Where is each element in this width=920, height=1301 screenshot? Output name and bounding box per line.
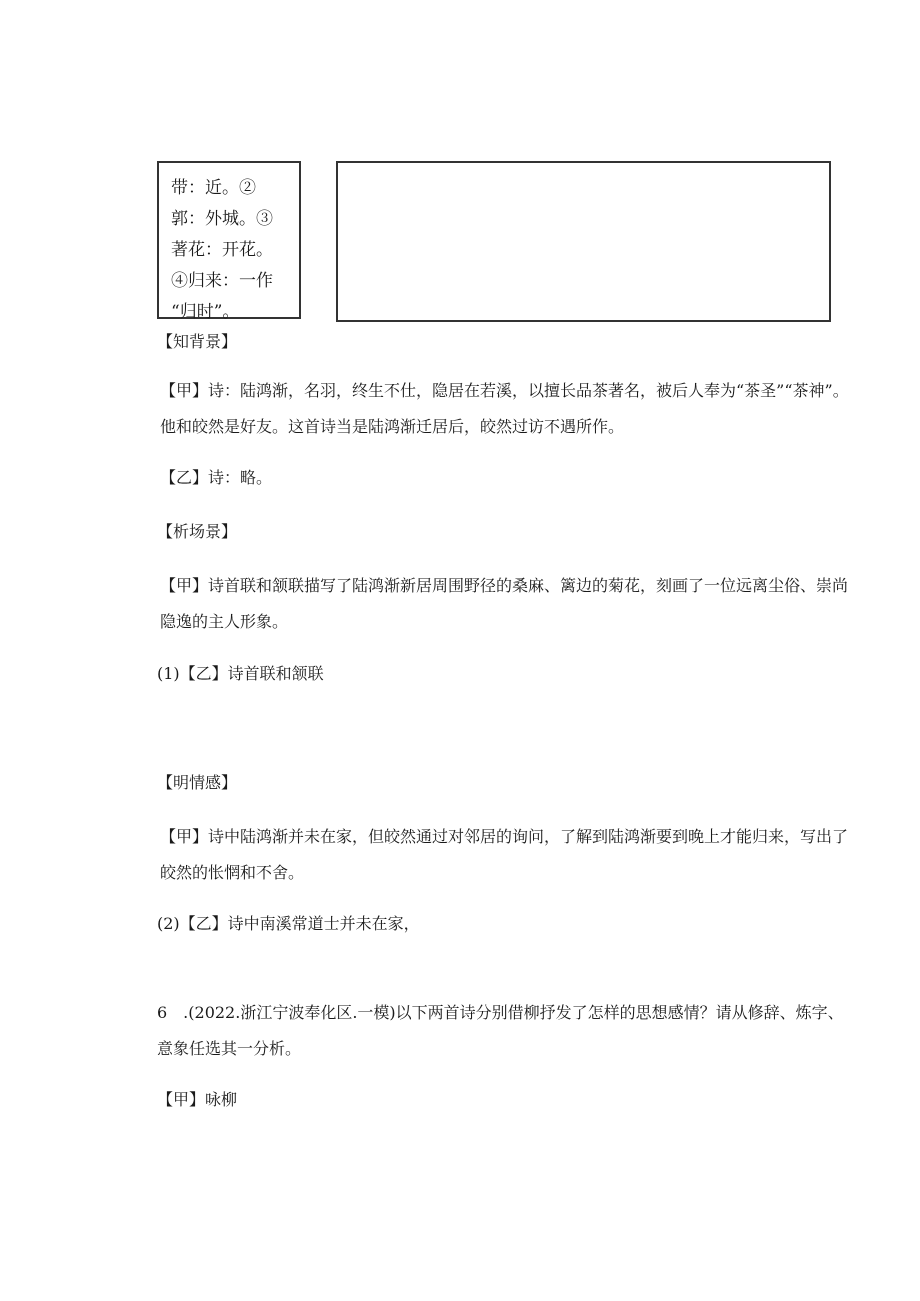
question-1: (1)【乙】诗首联和颔联 [157,664,324,683]
empty-answer-box [336,161,831,322]
note-line: “归时”。 [171,302,240,322]
yi-background-paragraph: 【乙】诗：略。 [160,468,273,487]
jia-poem-title: 【甲】咏柳 [157,1090,238,1109]
section-heading-analyze-scene: 【析场景】 [157,522,238,541]
annotation-notes-box [157,161,301,322]
jia-scene-paragraph: 【甲】诗首联和颔联描写了陆鸿渐新居周围野径的桑麻、篱边的菊花，刻画了一位远离尘俗、崇尚隐逸的主人形象。 [160,576,849,631]
note-line: ④归来：一作 [171,271,273,291]
section-heading-know-background: 【知背景】 [157,332,238,351]
section-heading-clarify-emotion: 【明情感】 [157,773,238,792]
note-line: 著花：开花。 [171,240,273,260]
jia-background-paragraph: 【甲】诗：陆鸿渐，名羽，终生不仕，隐居在若溪，以擅长品茶著名，被后人奉为“茶圣”“茶神”。他和皎然是好友。这首诗当是陆鸿渐迁居后，皎然过访不遇所作。 [160,381,849,436]
jia-emotion-paragraph: 【甲】诗中陆鸿渐并未在家，但皎然通过对邻居的询问，了解到陆鸿渐要到晚上才能归来，写出了皎然的怅惘和不舍。 [160,827,849,882]
question-6: 6 .(2022.浙江宁波奉化区.一模)以下两首诗分别借柳抒发了怎样的思想感情？请从修辞、炼字、意象任选其一分析。 [157,1003,844,1058]
note-line: 郭：外城。③ [171,209,273,229]
question-2: (2)【乙】诗中南溪常道士并未在家， [157,914,420,933]
note-line: 带：近。② [171,178,256,198]
